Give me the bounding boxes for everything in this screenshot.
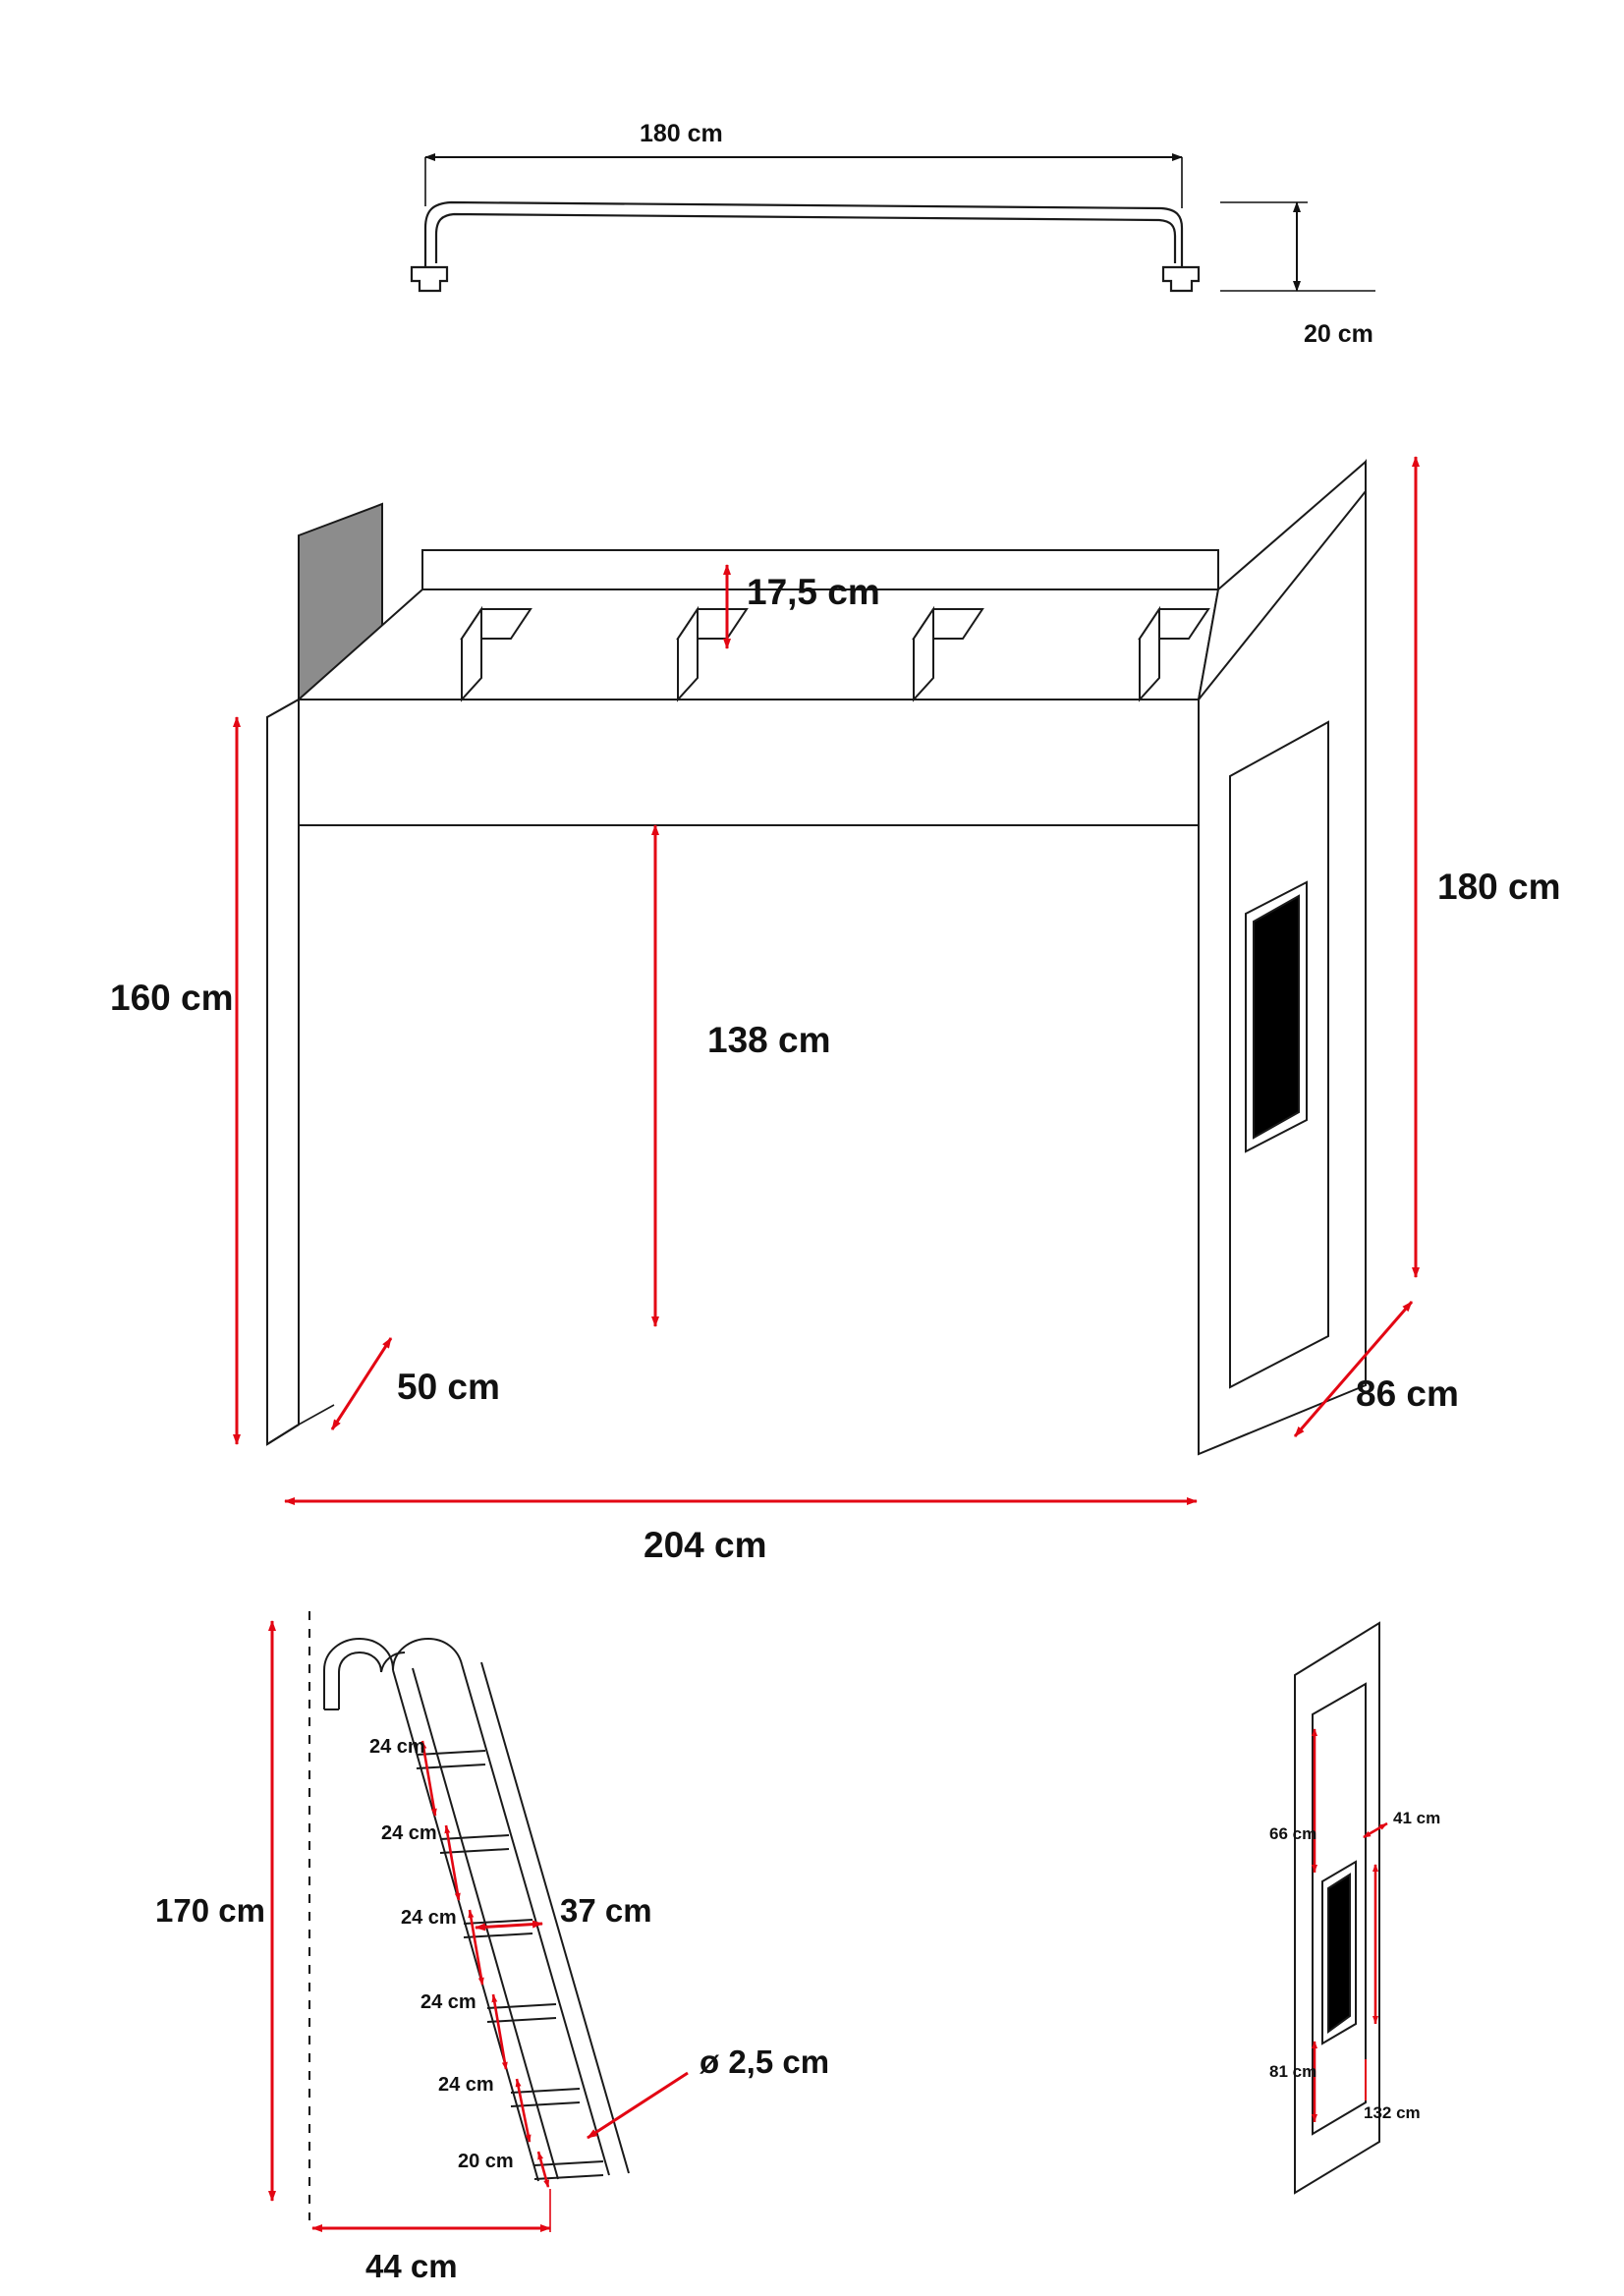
dim-left-depth-label: 50 cm xyxy=(397,1367,500,1407)
dim-cutout-width-label: 41 cm xyxy=(1393,1809,1441,1827)
dim-step-1-label: 24 cm xyxy=(369,1736,425,1758)
dim-step-4-label: 24 cm xyxy=(420,1991,476,2013)
dim-step-6-label: 20 cm xyxy=(458,2151,514,2172)
rail-length-dimension xyxy=(425,157,1182,208)
dim-step-5-label: 24 cm xyxy=(438,2074,494,2096)
dim-cutout-bottom-offset-label: 81 cm xyxy=(1269,2062,1317,2081)
dim-panel-height-label: 132 cm xyxy=(1364,2103,1421,2122)
dim-total-width-label: 204 cm xyxy=(644,1525,767,1565)
dim-ladder-height-label: 170 cm xyxy=(155,1892,265,1929)
dim-cutout-top-offset-label: 66 cm xyxy=(1269,1824,1317,1843)
ladder-step-dimensions xyxy=(422,1741,548,2187)
left-depth-dimension xyxy=(332,1338,391,1429)
rail-height-dimension xyxy=(1220,202,1375,291)
dim-slat-gap-label: 17,5 cm xyxy=(747,572,880,612)
dim-step-2-label: 24 cm xyxy=(381,1822,437,1844)
dim-ladder-base-offset-label: 44 cm xyxy=(365,2248,458,2284)
dim-total-height-right-label: 180 cm xyxy=(1437,867,1561,907)
dim-under-clearance-label: 138 cm xyxy=(707,1020,831,1060)
dim-rail-length-label: 180 cm xyxy=(640,120,723,147)
dim-rung-diameter-label: ø 2,5 cm xyxy=(700,2044,830,2080)
dim-right-depth-label: 86 cm xyxy=(1356,1373,1459,1414)
safety-rail-geometry xyxy=(412,202,1199,291)
ladder-base-offset-dimension xyxy=(312,2189,550,2232)
dim-step-width-label: 37 cm xyxy=(560,1892,652,1929)
dim-step-3-label: 24 cm xyxy=(401,1907,457,1929)
dim-rail-height-label: 20 cm xyxy=(1304,320,1373,348)
dim-left-height-label: 160 cm xyxy=(110,978,234,1018)
